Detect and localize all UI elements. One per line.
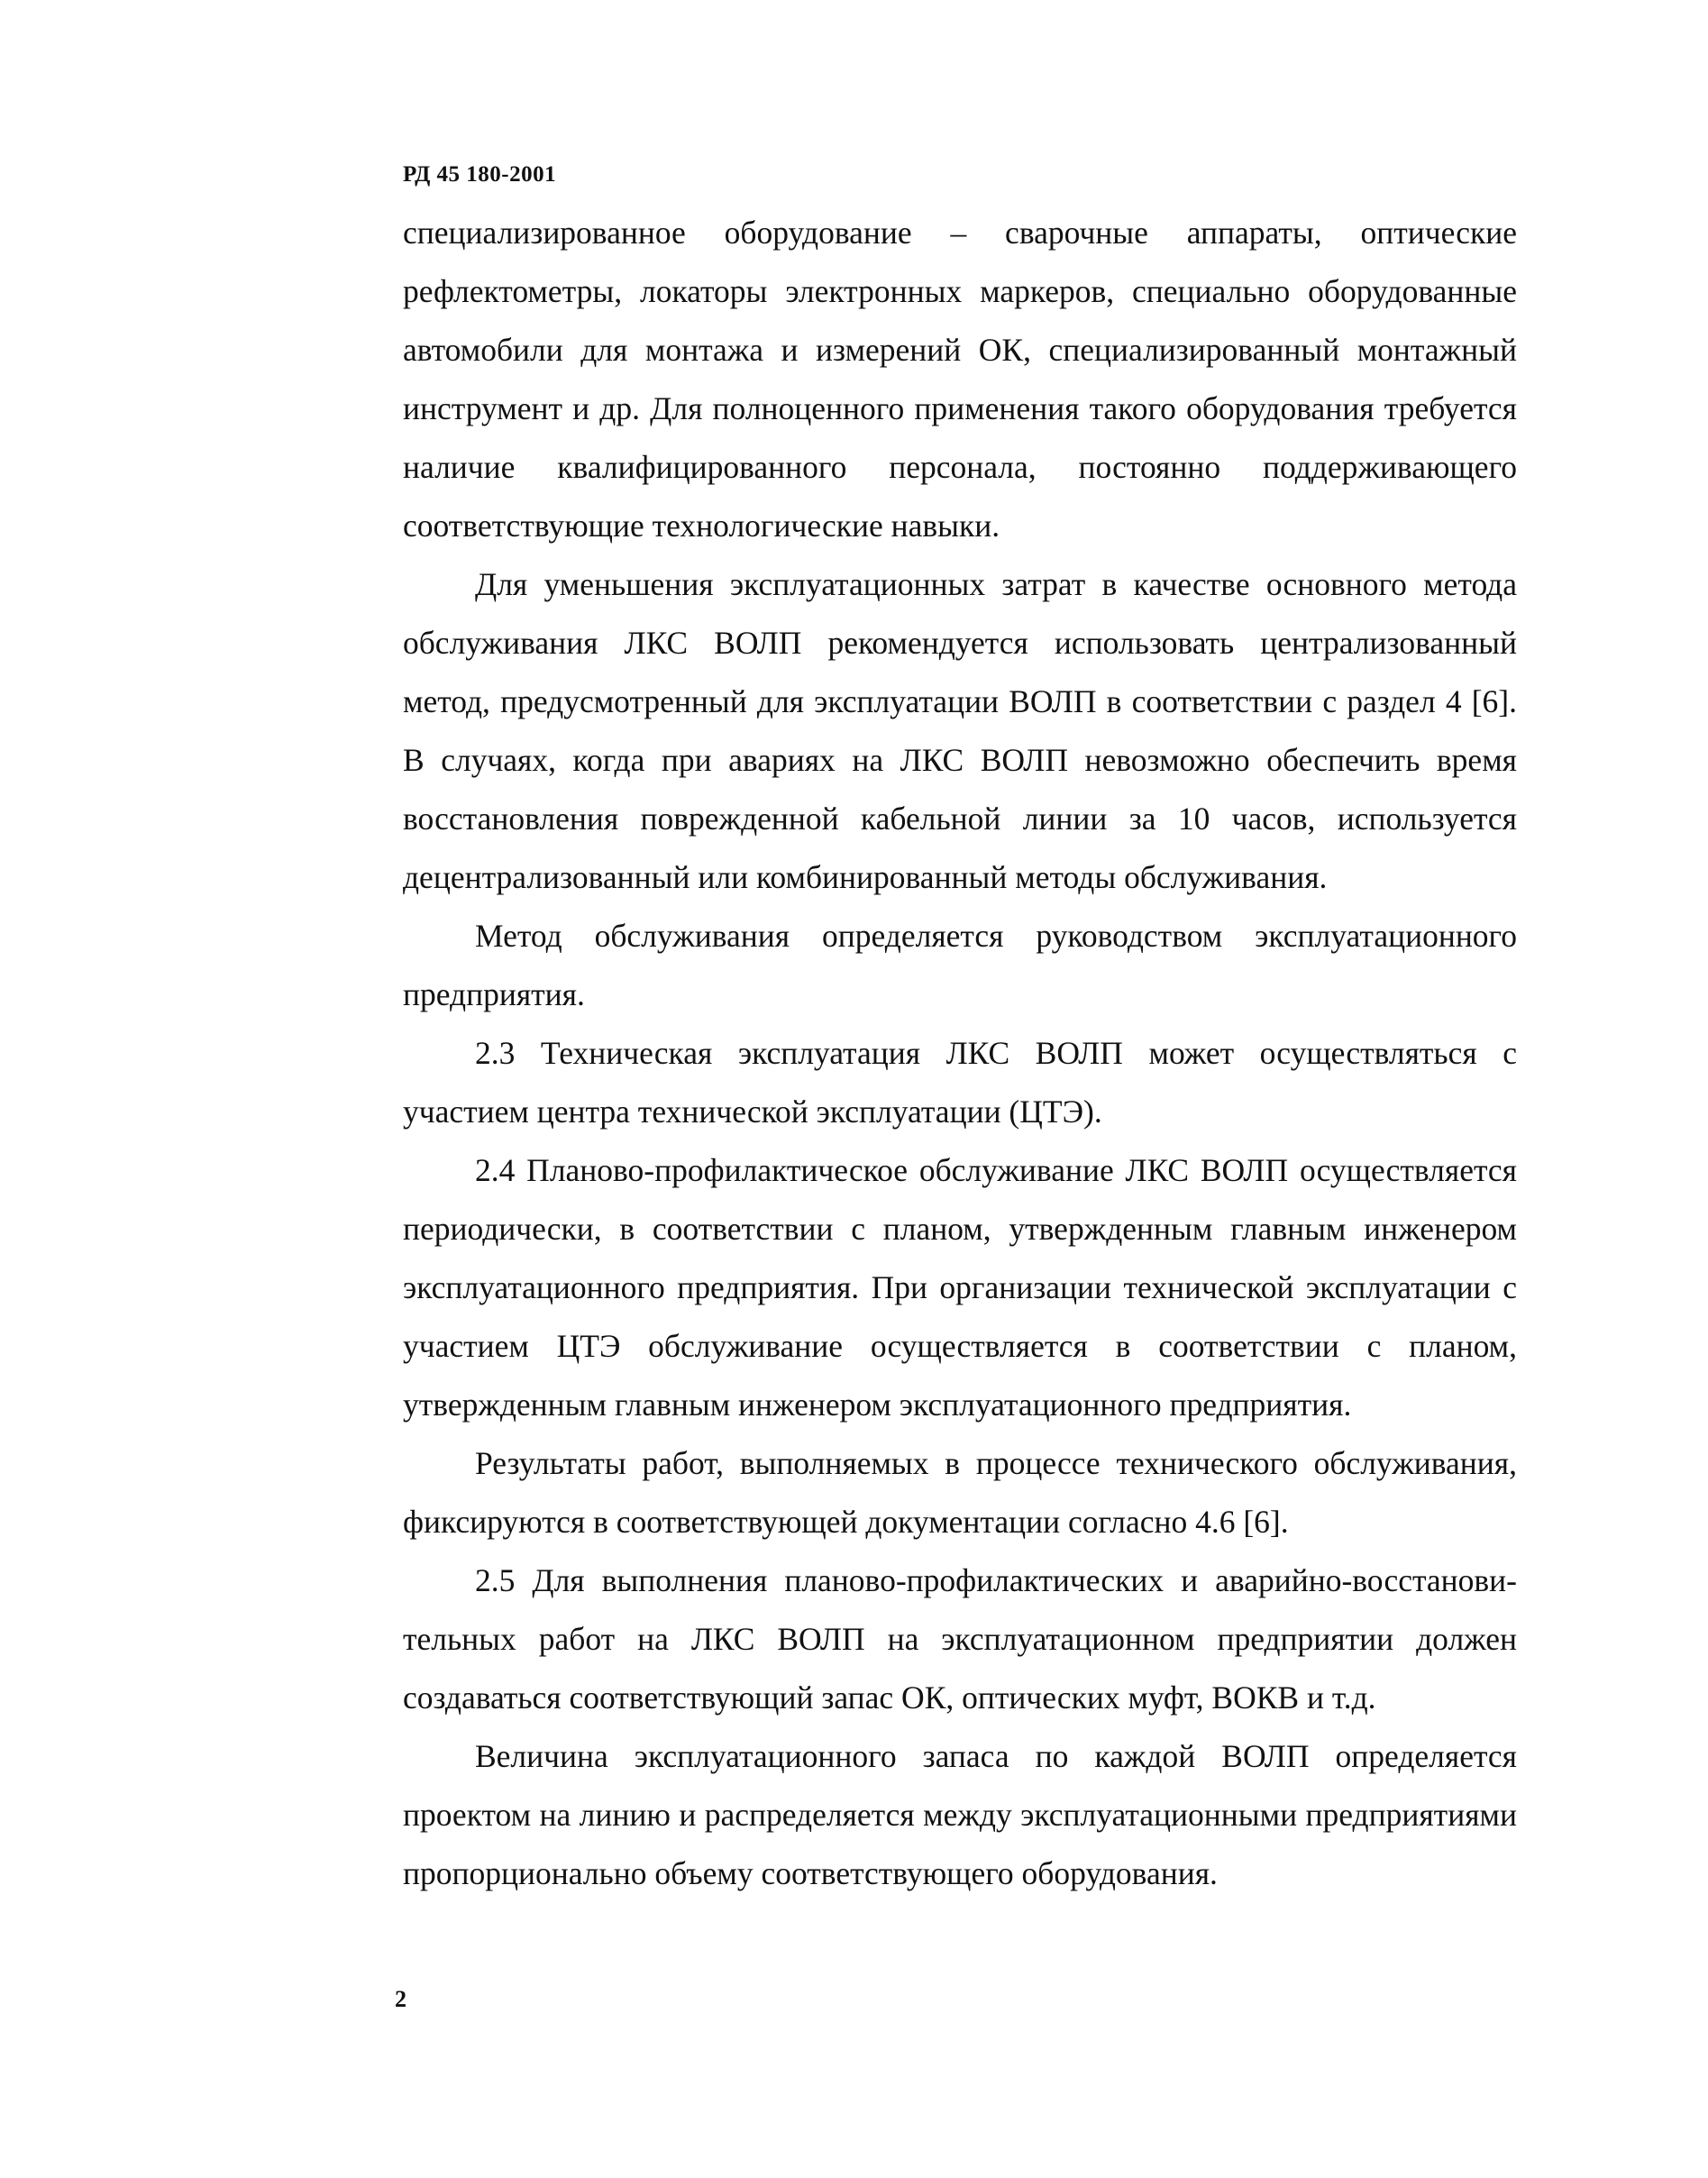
page-number: 2	[395, 1986, 406, 2012]
paragraph-method-determination: Метод обслуживания определяется руководством эксплуатационного предприятия.	[403, 918, 1517, 1012]
paragraph-maintenance-method: Для уменьшения эксплуатационных затрат в качестве основного метода обслуживания ЛКС ВОЛП рекомендуется использовать централизованный метод, предусмотренный для эксплуатации ВОЛП в соответствии с раздел 4 [6]. В случаях, когда при авариях на ЛКС ВОЛП невозможно обеспечить время восстановления поврежденной кабельной линии за 10 часов, используется децентрализованный или комбинированный методы обслуживания.	[403, 566, 1517, 895]
paragraph-2-4: 2.4 Планово-профилактическое обслуживание ЛКС ВОЛП осуществляется периодически, в соответствии с планом, утвержденным главным инженером эксплуатационного предприятия. При организации технической эксплуатации с участием ЦТЭ обслуживание осуществляется в соответствии с планом, утвержденным главным инженером эксплуатационного предприятия.	[403, 1152, 1517, 1423]
paragraph-results: Результаты работ, выполняемых в процессе технического обслуживания, фиксируются в соответствующей документации согласно 4.6 [6].	[403, 1445, 1517, 1540]
document-code-header: РД 45 180-2001	[403, 162, 557, 187]
paragraph-reserve: Величина эксплуатационного запаса по каждой ВОЛП определяется проектом на линию и распределяется между эксплуатационными предприятиями пропорционально объему соответствующего оборудования.	[403, 1738, 1517, 1891]
paragraph-2-3: 2.3 Техническая эксплуатация ЛКС ВОЛП может осуществляться с участием центра технической эксплуатации (ЦТЭ).	[403, 1035, 1517, 1130]
paragraph-equipment: специализированное оборудование – сварочные аппараты, оптические рефлектометры, локаторы электронных маркеров, специально оборудованные автомобили для монтажа и измерений ОК, специализированный монтажный инструмент и др. Для полноценного применения такого оборудования требуется наличие квалифицированного персонала, постоянно поддерживающего соответствующие технологические навыки.	[403, 215, 1517, 544]
body-text	[403, 204, 1517, 1903]
paragraph-2-5: 2.5 Для выполнения планово-профилактических и аварийно-восстанови-тельных работ на ЛКС ВОЛП на эксплуатационном предприятии должен создаваться соответствующий запас ОК, оптических муфт, ВОКВ и т.д.	[403, 1562, 1517, 1716]
